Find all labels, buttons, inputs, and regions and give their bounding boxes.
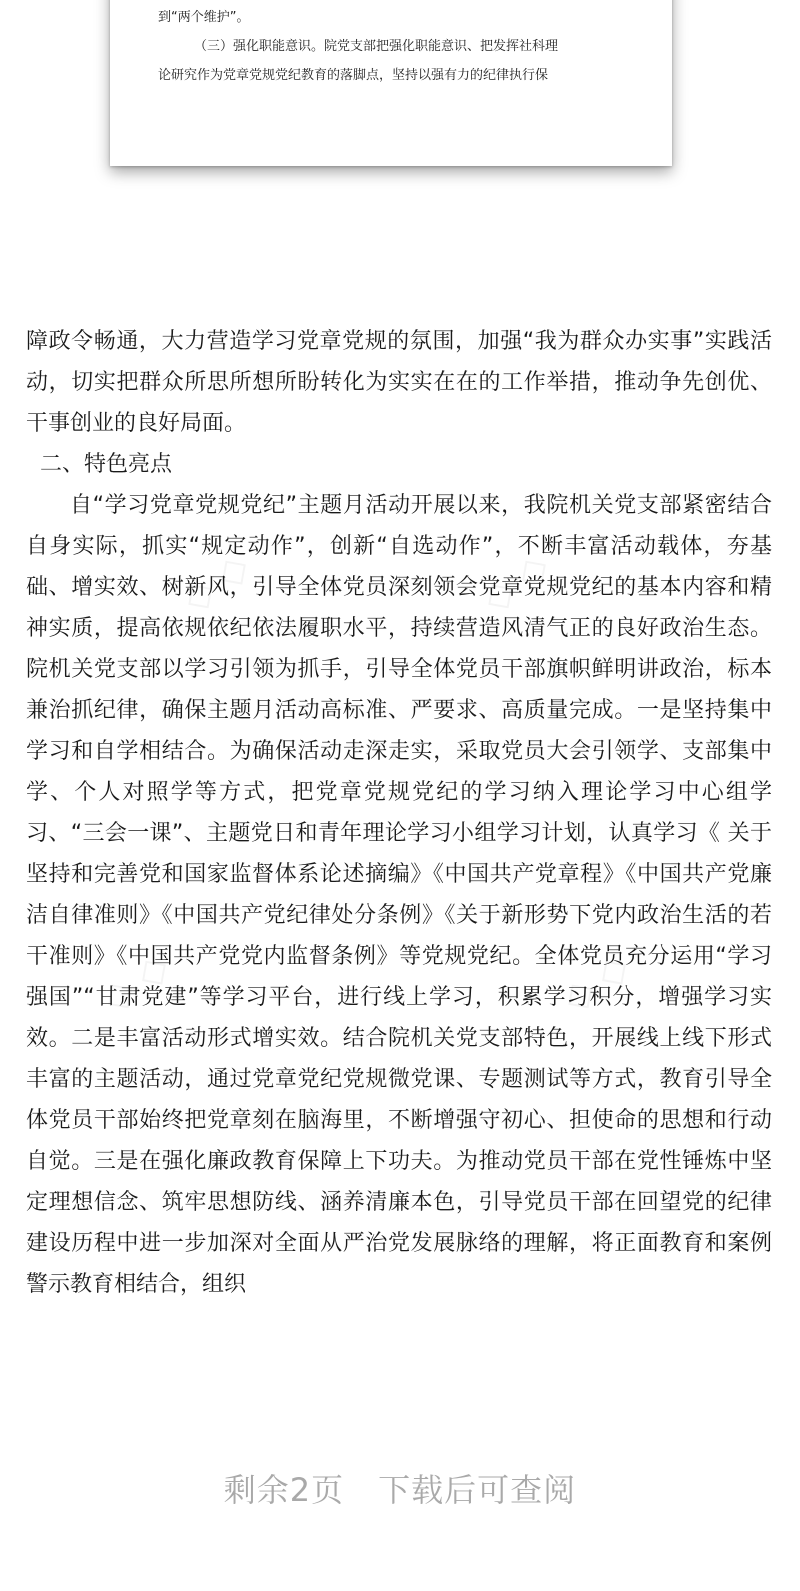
preview-line: （三）强化职能意识。院党支部把强化职能意识、把发挥社科理 — [194, 39, 559, 54]
preview-page-card — [110, 0, 672, 166]
download-hint-label[interactable]: 下载后可查阅 — [378, 1471, 577, 1509]
remaining-pages-label[interactable]: 剩余2页 — [223, 1471, 345, 1509]
download-to-view-banner[interactable] — [0, 1466, 800, 1514]
section-heading: 二、特色亮点 — [40, 452, 173, 477]
body-paragraph: 自“学习党章党规党纪”主题月活动开展以来，我院机关党支部紧密结合自身实际，抓实“规定动作”，创新“自选动作”，不断丰富活动载体，夯基础、增实效、树新风，引导全体党员深刻领会党章党规党纪的基本内容和精神实质，提高依规依纪依法履职水平，持续营造风清气正的良好政治生态。院机关党支部以学习引领为抓手，引导全体党员干部旗帜鲜明讲政治，标本兼治抓纪律，确保主题月活动高标准、严要求、高质量完成。一是坚持集中学习和自学相结合。为确保活动走深走实，采取党员大会引领学、支部集中学、个人对照学等方式，把党章党规党纪的学习纳入理论学习中心组学习、“三会一课”、主题党日和青年理论学习小组学习计划，认真学习《 关于坚持和完善党和国家监督体系论述摘编》《中国共产党章程》《中国共产党廉洁自律准则》《中国共产党纪律处分条例》《关于新形势下党内政治生活的若干准则》《中国共产党党内监督条例》等党规党纪。全体党员充分运用“学习强国”“甘肃党建”等学习平台，进行线上学习，积累学习积分，增强学习实效。二是丰富活动形式增实效。结合院机关党支部特色，开展线上线下形式丰富的主题活动，通过党章党纪党规微党课、专题测试等方式，教育引导全体党员干部始终把党章刻在脑海里，不断增强守初心、担使命的思想和行动自觉。三是在强化廉政教育保障上下功夫。为推动党员干部在党性锤炼中坚定理想信念、筑牢思想防线、涵养清廉本色，引导党员干部在回望党的纪律建设历程中进一步加深对全面从严治党发展脉络的理解，将正面教育和案例警示教育相结合，组织 — [26, 493, 772, 1297]
preview-line: 到“两个维护”。 — [158, 10, 250, 25]
document-body — [26, 321, 772, 1305]
body-paragraph: 障政令畅通，大力营造学习党章党规的氛围，加强“我为群众办实事”实践活动，切实把群众所思所想所盼转化为实实在在的工作举措，推动争先创优、干事创业的良好局面。 — [26, 329, 772, 436]
preview-line: 论研究作为党章党规党纪教育的落脚点，坚持以强有力的纪律执行保 — [158, 68, 549, 83]
